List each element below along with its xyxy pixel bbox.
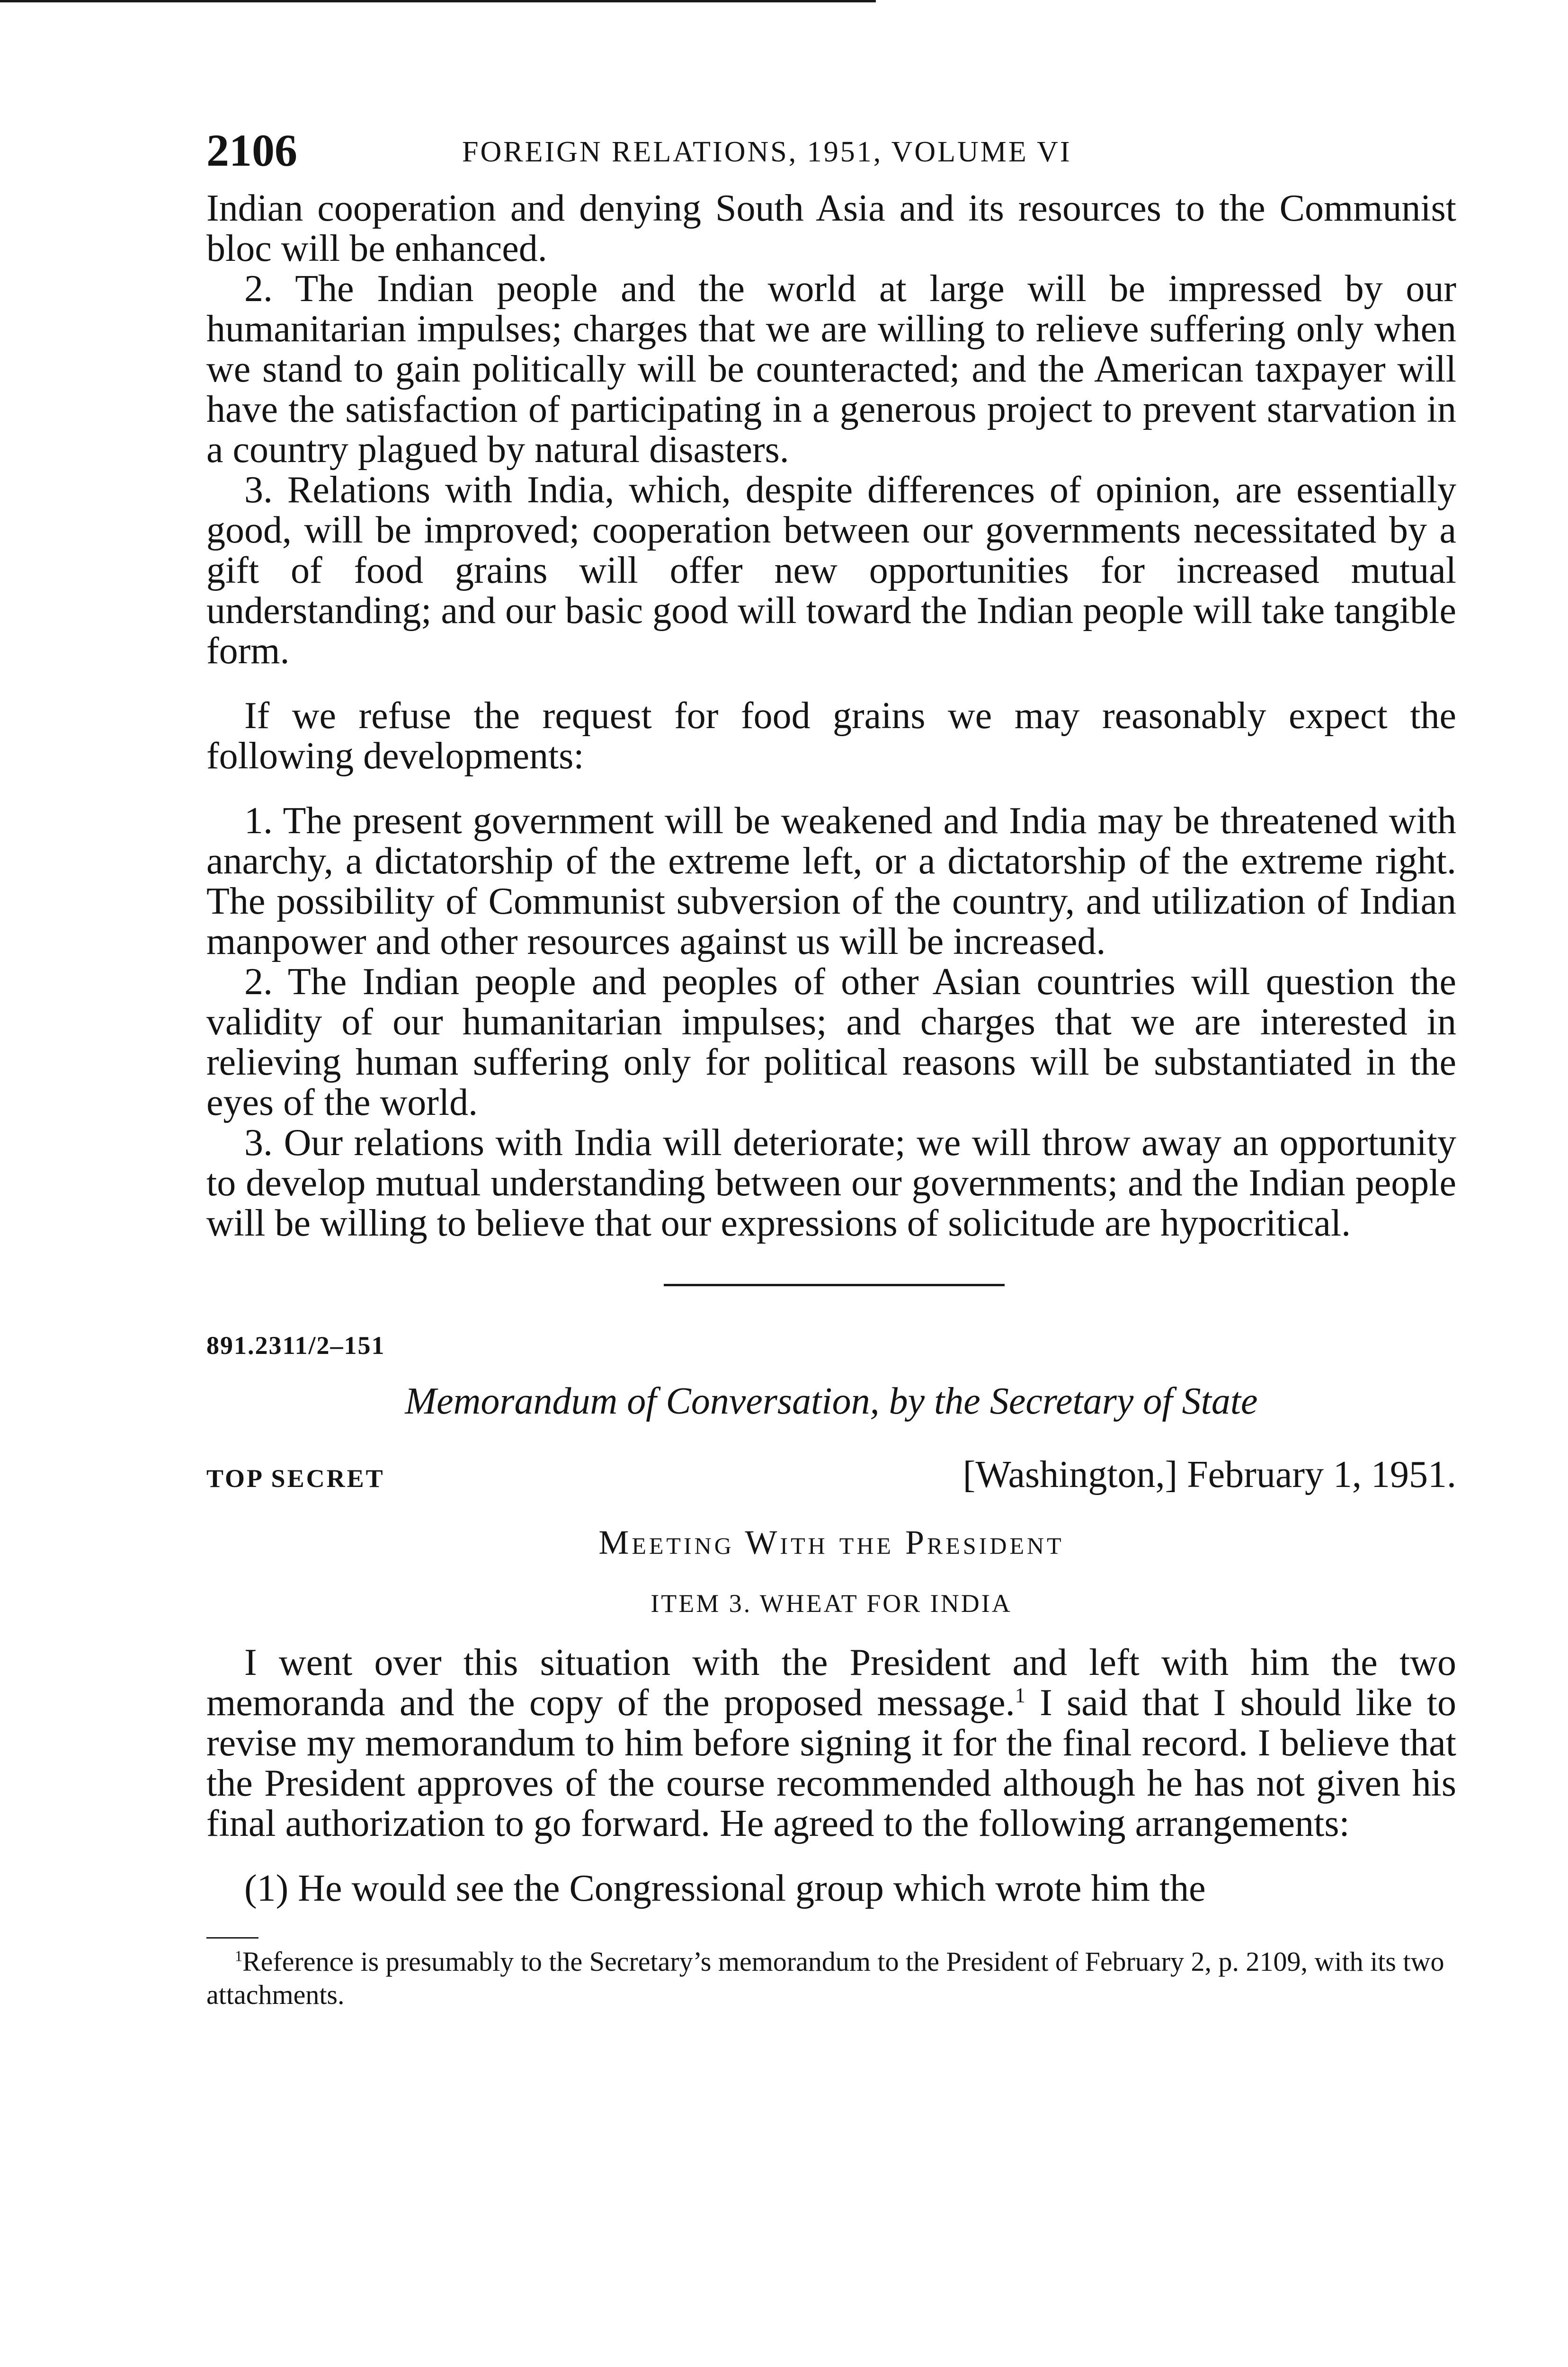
refuse-intro-paragraph: If we refuse the request for food grains we may reasonably expect the following developments: [206, 695, 1456, 777]
main-paragraph-part-2: I said that I should like to revise my memorandum to him before signing it for the final record. I believe that the President approves of the course recommended although he has not given his final authorization to go forward. He agreed to the following arrangements: [206, 1682, 1456, 1844]
footnote-reference: 1 [1015, 1683, 1025, 1707]
main-paragraph-part-1: I went over this situation with the President and left with him the two memoranda and the copy of the proposed message. [206, 1642, 1456, 1724]
refuse-consequence-2: 2. The Indian people and peoples of other Asian countries will question the validity of our humanitarian impulses; and charges that we are interested in relieving human suffering only for political reasons will be substantiated in the eyes of the world. [206, 961, 1456, 1123]
section-divider [664, 1284, 1005, 1286]
page-header [206, 122, 1456, 188]
footnote-text: Reference is presumably to the Secretary’s memorandum to the President of February 2, p. 2109, with its two attachments. [206, 1946, 1444, 2010]
file-number: 891.2311/2–151 [206, 1331, 385, 1360]
grant-consequence-2: 2. The Indian people and the world at large will be impressed by our humanitarian impulses; charges that we are willing to relieve suffering only when we stand to gain politically will be counteracted; and the American taxpayer will have the satisfaction of participating in a generous project to prevent starvation in a country plagued by natural disasters. [206, 268, 1456, 471]
page-number: 2106 [206, 125, 297, 176]
continued-paragraph: Indian cooperation and denying South Asia and its resources to the Communist bloc will be enhanced. [206, 187, 1456, 269]
grant-consequence-3: 3. Relations with India, which, despite differences of opinion, are essentially good, will be improved; cooperation between our governments necessitated by a gift of food grains will offer new opportunities for increased mutual understanding; and our basic good will toward the Indian people will take tangible form. [206, 469, 1456, 672]
classification-row [206, 1453, 1456, 1496]
refuse-consequence-3: 3. Our relations with India will deteriorate; we will throw away an opportunity to develop mutual understanding between our governments; and the Indian people will be willing to believe that our expressions of solicitude are hypocritical. [206, 1122, 1456, 1244]
footnote-divider [206, 1937, 258, 1939]
main-paragraph [206, 1643, 1456, 1844]
document-title: Memorandum of Conversation, by the Secretary of State [405, 1380, 1258, 1422]
running-head: FOREIGN RELATIONS, 1951, VOLUME VI [462, 136, 1072, 168]
footnote-marker: 1 [235, 1948, 242, 1965]
page [206, 122, 1456, 2011]
meeting-title: Meeting With the President [598, 1523, 1064, 1561]
footnote [206, 1945, 1456, 2011]
arrangement-1: (1) He would see the Congressional group which wrote him the [244, 1868, 1206, 1909]
item-heading: ITEM 3. WHEAT FOR INDIA [650, 1589, 1012, 1618]
refuse-consequence-1: 1. The present government will be weakened and India may be threatened with anarchy, a dictatorship of the extreme left, or a dictatorship of the extreme right. The possibility of Communist subversion of the country, and utilization of Indian manpower and other resources against us will be increased. [206, 800, 1456, 962]
classification-label: TOP SECRET [206, 1464, 385, 1493]
dateline: [Washington,] February 1, 1951. [962, 1454, 1456, 1495]
top-edge-rule [0, 0, 876, 2]
